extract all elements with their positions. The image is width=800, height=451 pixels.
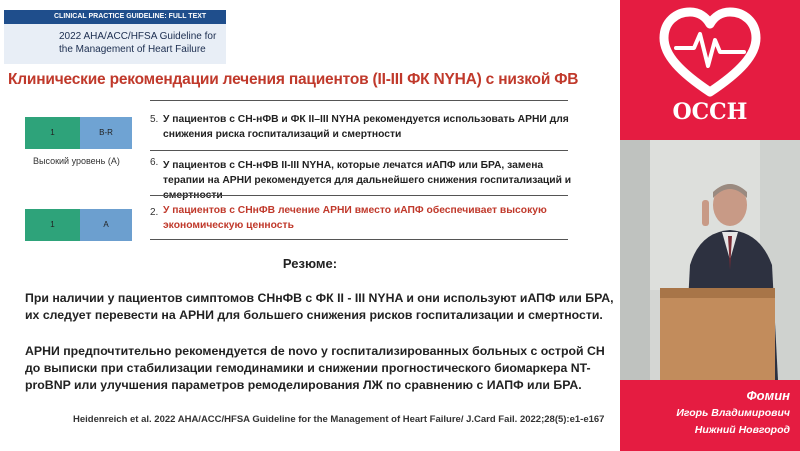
slide-title: Клинические рекомендации лечения пациентов (II-III ФК NYHA) с низкой ФВ [8,71,579,88]
guideline-title: 2022 AHA/ACC/HFSA Guideline for the Management of Heart Failure [59,31,217,55]
speaker-surname: Фомин [746,388,790,403]
evidence-level-label: Высокий уровень (А) [33,156,120,166]
title-divider [150,100,568,101]
row-divider [150,195,568,196]
recommendation-text: У пациентов с СН-нФВ и ФК II–III NYHA рекомендуется использовать АРНИ для снижения риска госпитализаций и смертности [163,114,569,140]
summary-heading: Резюме: [282,256,338,271]
speaker-video-frame [620,140,800,380]
row-divider [150,150,568,151]
speaker-video [620,140,800,380]
recommendation-number: 5. [150,114,159,125]
recommendation-number: 2. [150,207,159,218]
class-of-recommendation-badge: 1 [25,209,80,241]
speaker-caption-panel [620,380,800,451]
level-of-evidence-badge: B-R [80,117,132,149]
summary-paragraph: При наличии у пациентов симптомов СНнФВ с ФК II - III NYHA и они используют иАПФ или БРА, их следует перевести на АРНИ для большего снижения рисков госпитализации и смертности. [25,291,614,322]
level-of-evidence-badge: A [80,209,132,241]
citation: Heidenreich et al. 2022 AHA/ACC/HFSA Guideline for the Management of Heart Failure/ J.Card Fail. 2022;28(5):e1-e167 [73,414,605,425]
logo-text: ОССН [672,99,748,125]
organization-logo-panel [620,0,800,140]
row-divider [150,239,568,240]
recommendation-text-highlighted: У пациентов с СНнФВ лечение АРНИ вместо иАПФ обеспечивает высокую экономическую ценность [163,205,547,231]
guideline-banner [4,10,226,64]
recommendation-text: У пациентов с СН-нФВ II-III NYHA, которые лечатся иАПФ или БРА, замена терапии на АРНИ рекомендуется для дальнейшего снижения госпитализаций и [163,160,572,186]
recommendation-number: 6. [150,157,159,168]
heart-pulse-logo-icon [620,0,800,100]
class-of-recommendation-badge: 1 [25,117,80,149]
guideline-kicker: CLINICAL PRACTICE GUIDELINE: FULL TEXT [4,10,226,24]
speaker-given-name: Игорь Владимирович [676,407,790,419]
speaker-city: Нижний Новгород [694,424,790,436]
summary-paragraph: АРНИ предпочтительно рекомендуется de novo у госпитализированных больных с острой СН до выписки при стабилизации гемодинамики и снижении прогностического биомаркера NT-proBNP или улучшения параметров ремоделирования ЛЖ по сравнению с ИАПФ или БРА. [25,344,605,392]
